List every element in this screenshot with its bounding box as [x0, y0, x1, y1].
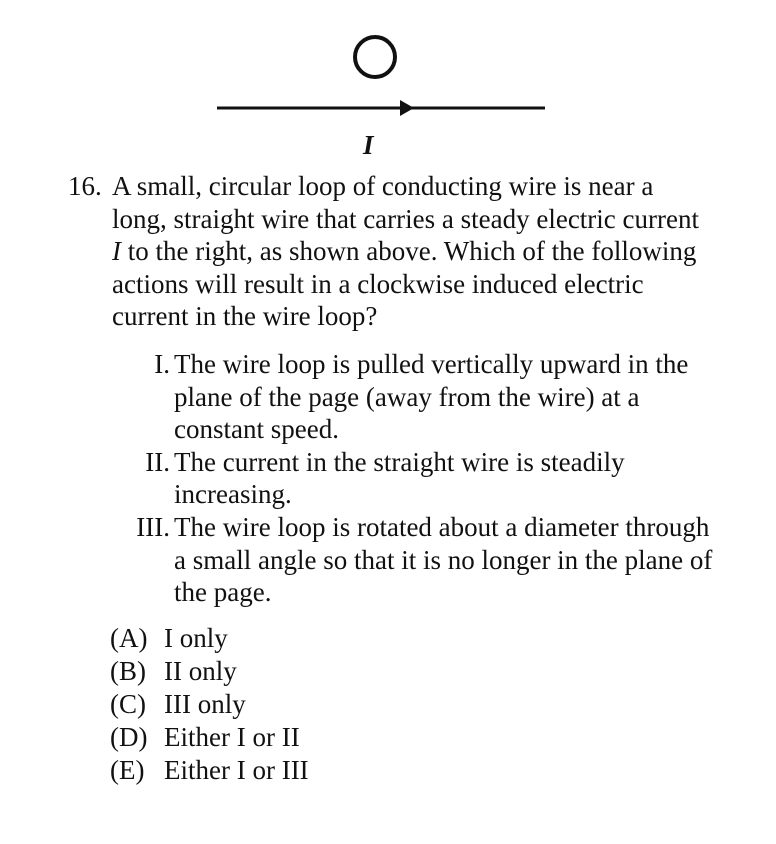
current-symbol: I	[112, 236, 121, 267]
answer-choices	[110, 622, 309, 787]
figure	[200, 20, 560, 160]
statements	[68, 348, 728, 609]
choice-label: (B)	[110, 656, 146, 686]
choice-c[interactable]	[110, 688, 309, 721]
statement-text: The wire loop is pulled vertically upward in the plane of the page (away from the wire) at a constant speed.	[174, 349, 689, 445]
statement-number: II.	[145, 446, 170, 477]
choice-text: III only	[164, 689, 246, 719]
statement-item	[68, 446, 728, 511]
choice-text: Either I or II	[164, 722, 300, 752]
choice-label: (A)	[110, 623, 148, 653]
figure-drawing	[200, 20, 560, 160]
question	[68, 170, 708, 333]
choice-a[interactable]	[110, 622, 309, 655]
current-label: I	[363, 130, 374, 160]
choice-text: I only	[164, 623, 228, 653]
choice-e[interactable]	[110, 754, 309, 787]
choice-d[interactable]	[110, 721, 309, 754]
choice-text: II only	[164, 656, 237, 686]
question-number: 16.	[68, 171, 102, 201]
choice-text: Either I or III	[164, 755, 309, 785]
wire-loop	[355, 37, 395, 77]
statement-number: III.	[136, 511, 170, 542]
statement-text: The wire loop is rotated about a diameter through a small angle so that it is no longer in the plane of the page.	[174, 511, 713, 608]
statement-item	[68, 348, 728, 446]
choice-label: (D)	[110, 722, 148, 752]
choice-label: (E)	[110, 755, 145, 785]
current-arrow-icon	[400, 100, 414, 116]
question-text	[112, 170, 708, 333]
question-text-after: to the right, as shown above. Which of the following actions will result in a clockwise induced electric current in the wire loop?	[112, 236, 697, 332]
choice-label: (C)	[110, 689, 146, 719]
choice-b[interactable]	[110, 655, 309, 688]
question-text-before: A small, circular loop of conducting wire is near a long, straight wire that carries a steady electric current	[112, 171, 699, 234]
statement-text: The current in the straight wire is steadily increasing.	[174, 446, 625, 510]
statement-number: I.	[154, 349, 170, 379]
statement-item	[68, 511, 728, 609]
